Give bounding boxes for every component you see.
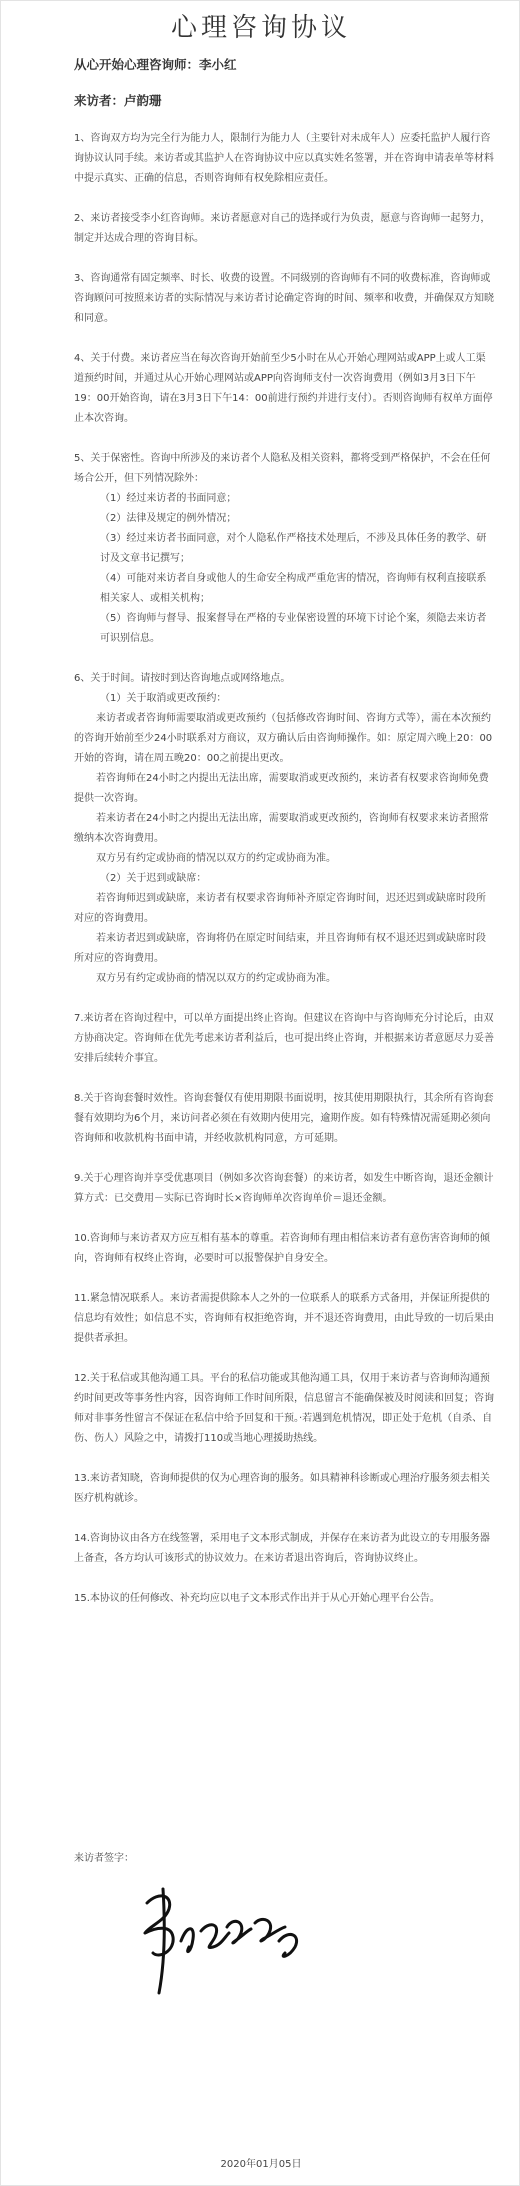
clause-6-sub-1-text-c: 若来访者在24小时之内提出无法出席，需要取消或更改预约，咨询师有权要求来访者照常缴纳本次咨询费用。: [74, 813, 489, 844]
clause-6-sub-2-text-c: 双方另有约定或协商的情况以双方的约定或协商为准。: [96, 973, 336, 984]
clause-5-item-1: （1）经过来访者的书面同意；: [100, 493, 237, 504]
agreement-body: [74, 129, 494, 1629]
clause-15: 15.本协议的任何修改、补充均应以电子文本形式作出并于从心开始心理平台公告。: [74, 1593, 440, 1604]
clause-8: 8.关于咨询套餐时效性。咨询套餐仅有使用期限书面说明，按其使用期限执行，其余所有咨询套餐有效期均为6个月，来访问者必须在有效期内使用完，逾期作废。如有特殊情况需延期必须向咨询师和收款机构书面申请，并经收款机构同意，方可延期。: [74, 1093, 494, 1144]
clause-14: 14.咨询协议由各方在线签署，采用电子文本形式制成，并保存在来访者为此设立的专用服务器上备查，各方均认可该形式的协议效力。在来访者退出咨询后，咨询协议终止。: [74, 1533, 490, 1564]
clause-6-sub-1-text-a: 来访者或者咨询师需要取消或更改预约（包括修改咨询时间、咨询方式等），需在本次预约的咨询开始前至少24小时联系对方商议，双方确认后由咨询师操作。如：原定周六晚上20：00开始的咨询，请在周五晚20：00之前提出更改。: [74, 713, 493, 764]
clause-5-item-2: （2）法律及规定的例外情况；: [100, 513, 237, 524]
clause-10: 10.咨询师与来访者双方应互相有基本的尊重。若咨询师有理由相信来访者有意伤害咨询师的倾向，咨询师有权终止咨询，必要时可以报警保护自身安全。: [74, 1233, 490, 1264]
clause-3: 3、咨询通常有固定频率、时长、收费的设置。不同级别的咨询师有不同的收费标准，咨询师或咨询顾问可按照来访者的实际情况与来访者讨论确定咨询的时间、频率和收费，并确保双方知晓和同意。: [74, 273, 494, 324]
clause-6-sub-2-text-b: 若来访者迟到或缺席，咨询将仍在原定时间结束，并且咨询师有权不退还迟到或缺席时段所对应的咨询费用。: [74, 933, 486, 964]
clause-6-sub-2: （2）关于迟到或缺席：: [100, 873, 207, 884]
client-line: 来访者：卢韵珊: [74, 93, 162, 108]
clause-6-sub-1-text-b: 若咨询师在24小时之内提出无法出席，需要取消或更改预约，来访者有权要求咨询师免费提供一次咨询。: [74, 773, 489, 804]
clause-12: 12.关于私信或其他沟通工具。平台的私信功能或其他沟通工具，仅用于来访者与咨询师沟通预约时间更改等事务性内容，因咨询师工作时间所限，信息留言不能确保被及时阅读和回复；咨询师对非事务性留言不保证在私信中给予回复和干预。·若遇到危机情况，即正处于危机（自杀、自伤、伤人）风险之中，请拨打110或当地心理援助热线。: [74, 1373, 494, 1444]
signing-date: 2020年01月05日: [220, 2159, 302, 2170]
clause-13: 13.来访者知晓，咨询师提供的仅为心理咨询的服务。如具精神科诊断或心理治疗服务须去相关医疗机构就诊。: [74, 1473, 490, 1504]
clause-6: 6、关于时间。请按时到达咨询地点或网络地点。: [74, 673, 291, 684]
clause-11: 11.紧急情况联系人。来访者需提供除本人之外的一位联系人的联系方式备用，并保证所提供的信息均有效性；如信息不实，咨询师有权拒绝咨询，并不退还咨询费用，由此导致的一切后果由提供者承担。: [74, 1293, 494, 1344]
clause-6-sub-1: （1）关于取消或更改预约：: [100, 693, 227, 704]
clause-1: 1、咨询双方均为完全行为能力人，限制行为能力人（主要针对未成年人）应委托监护人履行咨询协议认同手续。来访者或其监护人在咨询协议中应以真实姓名签署，并在咨询申请表单等材料中提示真实、正确的信息，否则咨询师有权免除相应责任。: [74, 133, 494, 184]
counselor-line: 从心开始心理咨询师：李小红: [74, 57, 237, 72]
clause-7: 7.来访者在咨询过程中，可以单方面提出终止咨询。但建议在咨询中与咨询师充分讨论后，由双方协商决定。咨询师在优先考虑来访者利益后，也可提出终止咨询，并根据来访者意愿尽力妥善安排后续转介事宜。: [74, 1013, 494, 1064]
document-title: 心理咨询协议: [170, 13, 351, 43]
clause-5-item-5: （5）咨询师与督导、报案督导在严格的专业保密设置的环境下讨论个案，须隐去来访者可识别信息。: [100, 613, 487, 644]
clause-9: 9.关于心理咨询并享受优惠项目（例如多次咨询套餐）的来访者，如发生中断咨询，退还金额计算方式：已交费用－实际已咨询时长×咨询师单次咨询单价＝退还金额。: [74, 1173, 494, 1204]
clause-5-item-3: （3）经过来访者书面同意，对个人隐私作严格技术处理后，不涉及具体任务的教学、研讨及文章书记撰写；: [100, 533, 487, 564]
clause-5-item-4: （4）可能对来访者自身或他人的生命安全构成严重危害的情况，咨询师有权利直接联系相关家人、或相关机构；: [100, 573, 487, 604]
clause-6-sub-2-text-a: 若咨询师迟到或缺席，来访者有权要求咨询师补齐原定咨询时间，迟还迟到或缺席时段所对应的咨询费用。: [74, 893, 486, 924]
signature-label: 来访者签字：: [74, 1853, 134, 1864]
clause-6-sub-1-text-d: 双方另有约定或协商的情况以双方的约定或协商为准。: [96, 853, 336, 864]
clause-4: 4、关于付费。来访者应当在每次咨询开始前至少5小时在从心开始心理网站或APP上或人工渠道预约时间，并通过从心开始心理网站或APP向咨询师支付一次咨询费用（例如3月3日下午19：00开始咨询，请在3月3日下午14：00前进行预约并进行支付）。否则咨询师有权单方面停止本次咨询。: [74, 353, 493, 424]
clause-2: 2、来访者接受李小红咨询师。来访者愿意对自己的选择或行为负责，愿意与咨询师一起努力，制定并达成合理的咨询目标。: [74, 213, 491, 244]
handwritten-signature: [129, 1881, 329, 2001]
clause-5: 5、关于保密性。咨询中所涉及的来访者个人隐私及相关资料，都将受到严格保护，不会在任何场合公开，但下列情况除外：: [74, 453, 491, 484]
